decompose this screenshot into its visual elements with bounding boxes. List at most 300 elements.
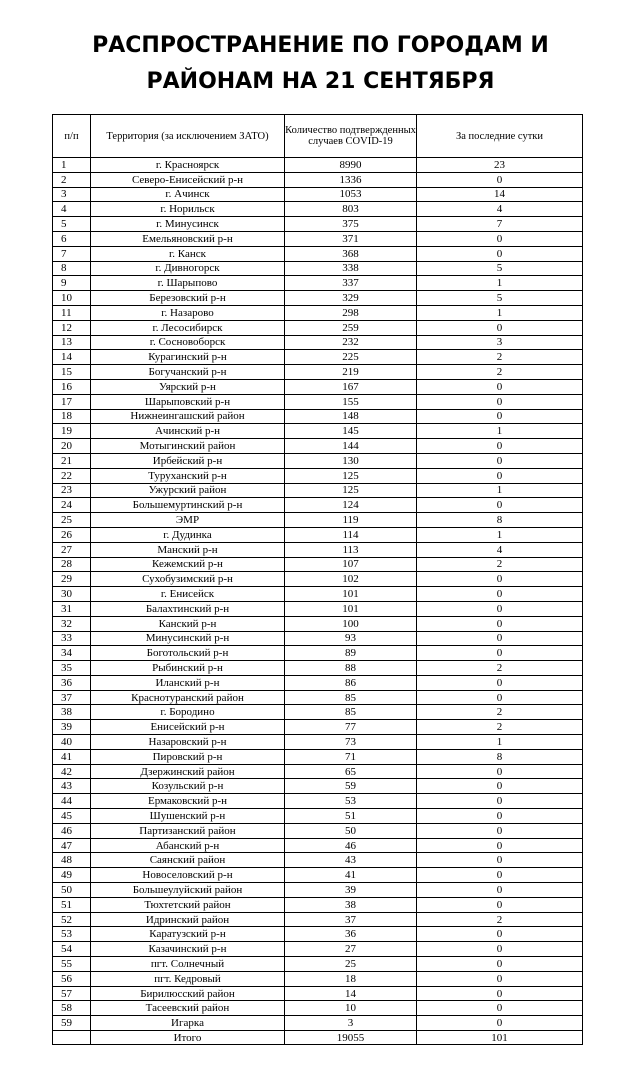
row-number: 19 xyxy=(53,424,91,439)
row-last-day: 2 xyxy=(417,912,583,927)
title-line-1: РАСПРОСТРАНЕНИЕ ПО ГОРОДАМ И xyxy=(92,33,549,58)
row-number: 40 xyxy=(53,735,91,750)
table-row xyxy=(53,927,583,942)
row-last-day: 23 xyxy=(417,158,583,173)
row-number: 6 xyxy=(53,231,91,246)
row-last-day: 0 xyxy=(417,897,583,912)
row-last-day: 0 xyxy=(417,868,583,883)
row-number: 50 xyxy=(53,883,91,898)
row-last-day: 0 xyxy=(417,823,583,838)
row-cases: 100 xyxy=(285,616,417,631)
row-cases: 124 xyxy=(285,498,417,513)
table-row xyxy=(53,158,583,173)
table-row xyxy=(53,779,583,794)
row-territory: Минусинский р-н xyxy=(91,631,285,646)
row-last-day: 0 xyxy=(417,601,583,616)
table-row xyxy=(53,187,583,202)
table-row xyxy=(53,809,583,824)
row-territory: Сухобузимский р-н xyxy=(91,572,285,587)
total-row xyxy=(53,1031,583,1045)
row-territory: Ужурский район xyxy=(91,483,285,498)
row-cases: 113 xyxy=(285,542,417,557)
table-row xyxy=(53,513,583,528)
row-number: 41 xyxy=(53,749,91,764)
row-cases: 37 xyxy=(285,912,417,927)
row-number: 38 xyxy=(53,705,91,720)
row-cases: 43 xyxy=(285,853,417,868)
table-row xyxy=(53,957,583,972)
row-last-day: 2 xyxy=(417,705,583,720)
row-last-day: 4 xyxy=(417,542,583,557)
row-number: 24 xyxy=(53,498,91,513)
table-header-row xyxy=(53,115,583,158)
row-last-day: 0 xyxy=(417,986,583,1001)
row-territory: Партизанский район xyxy=(91,823,285,838)
title-line-2: РАЙОНАМ НА 21 СЕНТЯБРЯ xyxy=(146,69,495,94)
row-cases: 145 xyxy=(285,424,417,439)
table-row xyxy=(53,942,583,957)
row-last-day: 7 xyxy=(417,217,583,232)
row-territory: Балахтинский р-н xyxy=(91,601,285,616)
row-territory: Большемуртинский р-н xyxy=(91,498,285,513)
row-last-day: 4 xyxy=(417,202,583,217)
table-row xyxy=(53,246,583,261)
row-cases: 8990 xyxy=(285,158,417,173)
table-row xyxy=(53,453,583,468)
page-title xyxy=(0,28,641,100)
row-number: 52 xyxy=(53,912,91,927)
table-row xyxy=(53,335,583,350)
row-cases: 65 xyxy=(285,764,417,779)
row-territory: г. Назарово xyxy=(91,305,285,320)
row-territory: г. Лесосибирск xyxy=(91,320,285,335)
table-row xyxy=(53,261,583,276)
row-number: 37 xyxy=(53,690,91,705)
row-last-day: 0 xyxy=(417,572,583,587)
row-last-day: 0 xyxy=(417,971,583,986)
row-cases: 14 xyxy=(285,986,417,1001)
row-last-day: 2 xyxy=(417,350,583,365)
row-last-day: 0 xyxy=(417,690,583,705)
row-last-day: 14 xyxy=(417,187,583,202)
row-cases: 85 xyxy=(285,690,417,705)
total-label: Итого xyxy=(91,1031,285,1045)
table-row xyxy=(53,868,583,883)
table-row xyxy=(53,202,583,217)
row-cases: 59 xyxy=(285,779,417,794)
row-number: 14 xyxy=(53,350,91,365)
row-number: 33 xyxy=(53,631,91,646)
row-territory: Шарыповский р-н xyxy=(91,394,285,409)
row-last-day: 0 xyxy=(417,646,583,661)
row-territory: ЭМР xyxy=(91,513,285,528)
row-cases: 73 xyxy=(285,735,417,750)
table-row xyxy=(53,705,583,720)
row-last-day: 0 xyxy=(417,631,583,646)
row-last-day: 2 xyxy=(417,557,583,572)
table-row xyxy=(53,1001,583,1016)
row-last-day: 1 xyxy=(417,424,583,439)
row-last-day: 0 xyxy=(417,468,583,483)
row-last-day: 0 xyxy=(417,231,583,246)
row-number: 31 xyxy=(53,601,91,616)
row-territory: пгт. Солнечный xyxy=(91,957,285,972)
covid-cases-table xyxy=(52,114,583,1045)
row-cases: 46 xyxy=(285,838,417,853)
row-cases: 219 xyxy=(285,365,417,380)
row-last-day: 0 xyxy=(417,957,583,972)
row-cases: 125 xyxy=(285,483,417,498)
row-last-day: 0 xyxy=(417,675,583,690)
row-number: 42 xyxy=(53,764,91,779)
table-row xyxy=(53,764,583,779)
row-territory: Туруханский р-н xyxy=(91,468,285,483)
row-number: 12 xyxy=(53,320,91,335)
row-territory: г. Ачинск xyxy=(91,187,285,202)
row-cases: 3 xyxy=(285,1016,417,1031)
row-territory: Ирбейский р-н xyxy=(91,453,285,468)
row-last-day: 3 xyxy=(417,335,583,350)
table-row xyxy=(53,720,583,735)
table-row xyxy=(53,986,583,1001)
total-number xyxy=(53,1031,91,1045)
row-cases: 10 xyxy=(285,1001,417,1016)
row-cases: 119 xyxy=(285,513,417,528)
table-row xyxy=(53,483,583,498)
row-territory: Богучанский р-н xyxy=(91,365,285,380)
row-cases: 39 xyxy=(285,883,417,898)
row-territory: Манский р-н xyxy=(91,542,285,557)
row-territory: Козульский р-н xyxy=(91,779,285,794)
row-cases: 36 xyxy=(285,927,417,942)
table-row xyxy=(53,379,583,394)
row-cases: 89 xyxy=(285,646,417,661)
row-cases: 225 xyxy=(285,350,417,365)
row-number: 4 xyxy=(53,202,91,217)
row-territory: Шушенский р-н xyxy=(91,809,285,824)
row-territory: Березовский р-н xyxy=(91,291,285,306)
row-cases: 50 xyxy=(285,823,417,838)
row-territory: Каратузский р-н xyxy=(91,927,285,942)
header-number: п/п xyxy=(53,115,91,158)
row-cases: 77 xyxy=(285,720,417,735)
row-cases: 368 xyxy=(285,246,417,261)
row-last-day: 8 xyxy=(417,513,583,528)
row-number: 7 xyxy=(53,246,91,261)
header-cases: Количество подтвержденных случаев COVID-19 xyxy=(285,115,417,158)
row-last-day: 0 xyxy=(417,927,583,942)
row-number: 5 xyxy=(53,217,91,232)
row-last-day: 0 xyxy=(417,794,583,809)
row-territory: Ачинский р-н xyxy=(91,424,285,439)
row-number: 55 xyxy=(53,957,91,972)
row-number: 18 xyxy=(53,409,91,424)
table-row xyxy=(53,231,583,246)
row-number: 21 xyxy=(53,453,91,468)
row-cases: 51 xyxy=(285,809,417,824)
row-cases: 27 xyxy=(285,942,417,957)
row-last-day: 0 xyxy=(417,246,583,261)
table-row xyxy=(53,1016,583,1031)
row-number: 39 xyxy=(53,720,91,735)
row-number: 30 xyxy=(53,587,91,602)
row-last-day: 0 xyxy=(417,498,583,513)
row-territory: Кежемский р-н xyxy=(91,557,285,572)
table-row xyxy=(53,424,583,439)
row-territory: пгт. Кедровый xyxy=(91,971,285,986)
row-number: 13 xyxy=(53,335,91,350)
table-row xyxy=(53,587,583,602)
row-last-day: 0 xyxy=(417,779,583,794)
table-row xyxy=(53,853,583,868)
row-number: 20 xyxy=(53,439,91,454)
row-territory: г. Енисейск xyxy=(91,587,285,602)
table-row xyxy=(53,276,583,291)
row-cases: 107 xyxy=(285,557,417,572)
table-row xyxy=(53,897,583,912)
row-territory: г. Норильск xyxy=(91,202,285,217)
row-last-day: 0 xyxy=(417,853,583,868)
row-territory: Саянский район xyxy=(91,853,285,868)
row-number: 57 xyxy=(53,986,91,1001)
row-territory: Тасеевский район xyxy=(91,1001,285,1016)
table-row xyxy=(53,320,583,335)
row-number: 45 xyxy=(53,809,91,824)
table-row xyxy=(53,646,583,661)
table-row xyxy=(53,616,583,631)
row-number: 56 xyxy=(53,971,91,986)
row-territory: Боготольский р-н xyxy=(91,646,285,661)
row-cases: 25 xyxy=(285,957,417,972)
table-row xyxy=(53,749,583,764)
table-row xyxy=(53,542,583,557)
row-territory: Северо-Енисейский р-н xyxy=(91,172,285,187)
row-territory: Абанский р-н xyxy=(91,838,285,853)
row-cases: 338 xyxy=(285,261,417,276)
table-row xyxy=(53,971,583,986)
table-row xyxy=(53,365,583,380)
row-last-day: 2 xyxy=(417,365,583,380)
row-territory: Енисейский р-н xyxy=(91,720,285,735)
row-cases: 125 xyxy=(285,468,417,483)
row-cases: 371 xyxy=(285,231,417,246)
row-cases: 1336 xyxy=(285,172,417,187)
row-number: 16 xyxy=(53,379,91,394)
row-cases: 167 xyxy=(285,379,417,394)
row-territory: Казачинский р-н xyxy=(91,942,285,957)
row-number: 44 xyxy=(53,794,91,809)
row-cases: 298 xyxy=(285,305,417,320)
row-number: 2 xyxy=(53,172,91,187)
table-row xyxy=(53,661,583,676)
table-row xyxy=(53,690,583,705)
row-cases: 144 xyxy=(285,439,417,454)
table-row xyxy=(53,409,583,424)
row-territory: Емельяновский р-н xyxy=(91,231,285,246)
table-row xyxy=(53,350,583,365)
row-territory: Иланский р-н xyxy=(91,675,285,690)
row-cases: 85 xyxy=(285,705,417,720)
row-territory: Уярский р-н xyxy=(91,379,285,394)
row-last-day: 0 xyxy=(417,379,583,394)
row-last-day: 0 xyxy=(417,320,583,335)
row-cases: 86 xyxy=(285,675,417,690)
row-last-day: 0 xyxy=(417,764,583,779)
row-cases: 18 xyxy=(285,971,417,986)
row-number: 32 xyxy=(53,616,91,631)
table-row xyxy=(53,394,583,409)
row-last-day: 2 xyxy=(417,720,583,735)
row-territory: г. Шарыпово xyxy=(91,276,285,291)
row-last-day: 0 xyxy=(417,809,583,824)
row-territory: Новоселовский р-н xyxy=(91,868,285,883)
row-territory: Игарка xyxy=(91,1016,285,1031)
row-last-day: 0 xyxy=(417,838,583,853)
row-territory: Идринский район xyxy=(91,912,285,927)
row-territory: Ермаковский р-н xyxy=(91,794,285,809)
row-last-day: 5 xyxy=(417,291,583,306)
table-row xyxy=(53,883,583,898)
row-number: 8 xyxy=(53,261,91,276)
row-territory: Краснотуранский район xyxy=(91,690,285,705)
row-cases: 232 xyxy=(285,335,417,350)
row-number: 1 xyxy=(53,158,91,173)
table-row xyxy=(53,572,583,587)
row-cases: 329 xyxy=(285,291,417,306)
row-territory: г. Бородино xyxy=(91,705,285,720)
row-number: 59 xyxy=(53,1016,91,1031)
row-cases: 93 xyxy=(285,631,417,646)
row-cases: 41 xyxy=(285,868,417,883)
table-row xyxy=(53,527,583,542)
header-territory: Территория (за исключением ЗАТО) xyxy=(91,115,285,158)
row-number: 10 xyxy=(53,291,91,306)
row-last-day: 1 xyxy=(417,483,583,498)
table-row xyxy=(53,439,583,454)
header-last-day: За последние сутки xyxy=(417,115,583,158)
row-cases: 130 xyxy=(285,453,417,468)
table-row xyxy=(53,838,583,853)
row-last-day: 0 xyxy=(417,883,583,898)
row-number: 51 xyxy=(53,897,91,912)
row-territory: г. Канск xyxy=(91,246,285,261)
row-cases: 88 xyxy=(285,661,417,676)
table-row xyxy=(53,557,583,572)
row-number: 43 xyxy=(53,779,91,794)
row-territory: г. Дивногорск xyxy=(91,261,285,276)
row-territory: Дзержинский район xyxy=(91,764,285,779)
row-last-day: 0 xyxy=(417,394,583,409)
row-number: 27 xyxy=(53,542,91,557)
total-last-day: 101 xyxy=(417,1031,583,1045)
row-number: 36 xyxy=(53,675,91,690)
row-number: 29 xyxy=(53,572,91,587)
table-row xyxy=(53,291,583,306)
row-last-day: 0 xyxy=(417,616,583,631)
table-row xyxy=(53,468,583,483)
row-last-day: 0 xyxy=(417,1001,583,1016)
row-territory: Большеулуйский район xyxy=(91,883,285,898)
row-number: 47 xyxy=(53,838,91,853)
row-cases: 1053 xyxy=(285,187,417,202)
row-number: 58 xyxy=(53,1001,91,1016)
table-row xyxy=(53,735,583,750)
table-row xyxy=(53,794,583,809)
row-number: 49 xyxy=(53,868,91,883)
table-row xyxy=(53,823,583,838)
row-number: 46 xyxy=(53,823,91,838)
row-last-day: 8 xyxy=(417,749,583,764)
table-row xyxy=(53,601,583,616)
row-number: 23 xyxy=(53,483,91,498)
row-cases: 148 xyxy=(285,409,417,424)
row-number: 34 xyxy=(53,646,91,661)
row-number: 54 xyxy=(53,942,91,957)
row-last-day: 1 xyxy=(417,276,583,291)
row-last-day: 1 xyxy=(417,735,583,750)
row-cases: 114 xyxy=(285,527,417,542)
row-territory: г. Минусинск xyxy=(91,217,285,232)
row-territory: Тюхтетский район xyxy=(91,897,285,912)
row-number: 26 xyxy=(53,527,91,542)
row-territory: г. Дудинка xyxy=(91,527,285,542)
table-row xyxy=(53,498,583,513)
row-territory: Курагинский р-н xyxy=(91,350,285,365)
row-cases: 101 xyxy=(285,601,417,616)
row-territory: Бирилюсский район xyxy=(91,986,285,1001)
row-cases: 101 xyxy=(285,587,417,602)
row-last-day: 0 xyxy=(417,439,583,454)
row-last-day: 0 xyxy=(417,1016,583,1031)
row-last-day: 2 xyxy=(417,661,583,676)
row-number: 3 xyxy=(53,187,91,202)
row-number: 17 xyxy=(53,394,91,409)
row-number: 48 xyxy=(53,853,91,868)
row-last-day: 0 xyxy=(417,587,583,602)
row-number: 11 xyxy=(53,305,91,320)
row-last-day: 1 xyxy=(417,527,583,542)
row-territory: Рыбинский р-н xyxy=(91,661,285,676)
row-territory: г. Сосновоборск xyxy=(91,335,285,350)
table-row xyxy=(53,172,583,187)
row-number: 28 xyxy=(53,557,91,572)
row-last-day: 0 xyxy=(417,942,583,957)
row-number: 35 xyxy=(53,661,91,676)
table-row xyxy=(53,217,583,232)
row-cases: 155 xyxy=(285,394,417,409)
row-last-day: 0 xyxy=(417,409,583,424)
row-territory: г. Красноярск xyxy=(91,158,285,173)
row-cases: 375 xyxy=(285,217,417,232)
row-cases: 337 xyxy=(285,276,417,291)
row-last-day: 0 xyxy=(417,453,583,468)
row-number: 15 xyxy=(53,365,91,380)
row-cases: 71 xyxy=(285,749,417,764)
row-territory: Назаровский р-н xyxy=(91,735,285,750)
table-row xyxy=(53,675,583,690)
table-row xyxy=(53,912,583,927)
row-territory: Нижнеингашский район xyxy=(91,409,285,424)
table-row xyxy=(53,305,583,320)
row-last-day: 0 xyxy=(417,172,583,187)
row-last-day: 5 xyxy=(417,261,583,276)
row-number: 53 xyxy=(53,927,91,942)
row-last-day: 1 xyxy=(417,305,583,320)
total-cases: 19055 xyxy=(285,1031,417,1045)
row-territory: Мотыгинский район xyxy=(91,439,285,454)
table-row xyxy=(53,631,583,646)
row-cases: 53 xyxy=(285,794,417,809)
